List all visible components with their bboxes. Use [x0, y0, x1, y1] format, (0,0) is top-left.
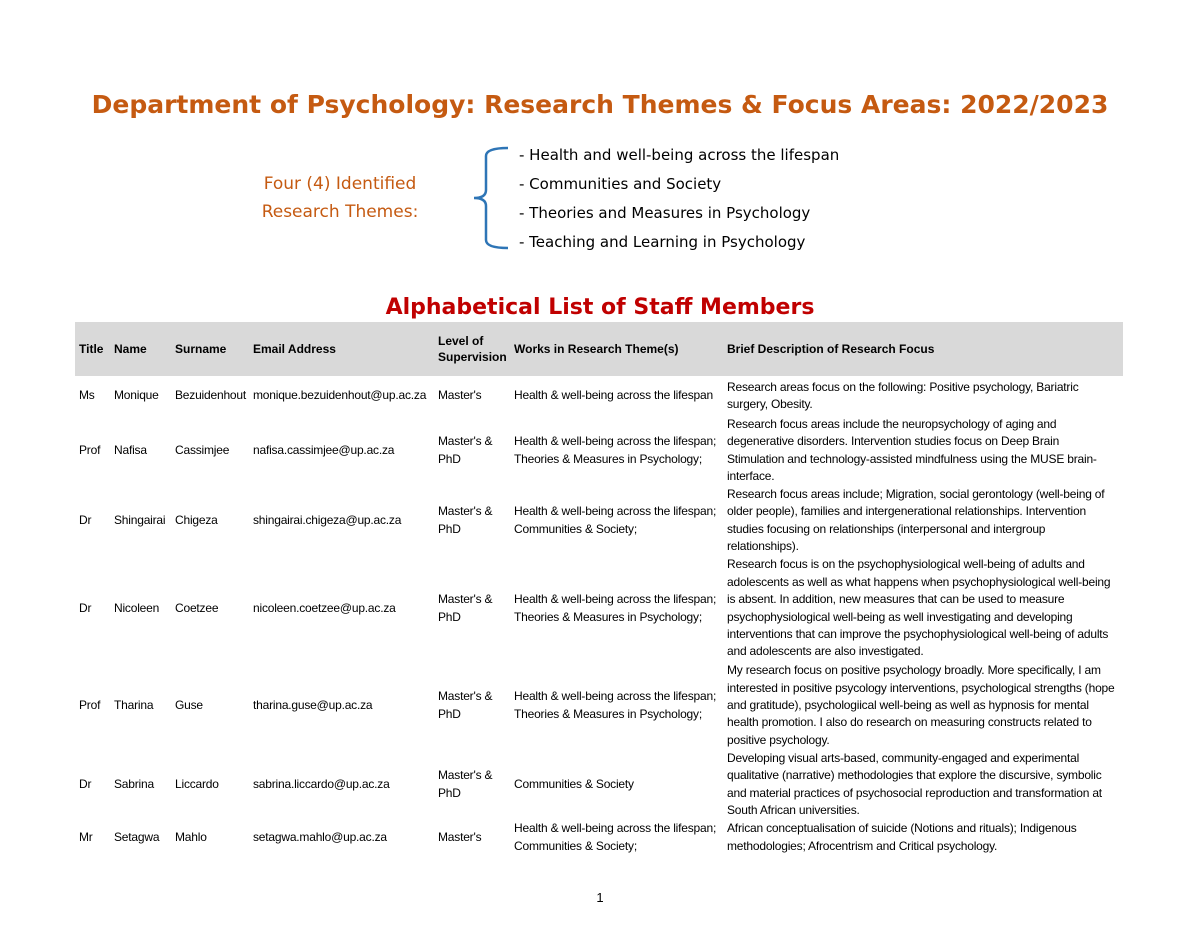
cell-email: sabrina.liccardo@up.ac.za	[253, 776, 390, 791]
cell-name: Nicoleen	[114, 600, 160, 615]
cell-level: Master's & PhD	[438, 592, 493, 624]
cell-description: Research focus areas include; Migration, social gerontology (well-being of older people), families and intergenerational relationships. Intervention studies focusing on relationships (interpersonal and intergroup relationships).	[727, 486, 1105, 554]
cell-themes: Health & well-being across the lifespan	[514, 388, 713, 403]
cell-title: Mr	[79, 829, 93, 844]
cell-surname: Bezuidenhout	[175, 388, 246, 403]
cell-level: Master's & PhD	[438, 504, 493, 536]
cell-title: Dr	[79, 776, 92, 791]
table-row	[75, 662, 1123, 750]
table-row	[75, 486, 1123, 556]
cell-level: Master's	[438, 829, 482, 844]
cell-themes: Health & well-being across the lifespan; Communities & Society;	[514, 821, 717, 853]
cell-name: Shingairai	[114, 512, 166, 527]
cell-email: setagwa.mahlo@up.ac.za	[253, 829, 387, 844]
brace-icon	[470, 146, 510, 250]
table-header-row	[75, 322, 1123, 376]
cell-email: shingairai.chigeza@up.ac.za	[253, 512, 402, 527]
table-row	[75, 750, 1123, 820]
header-title: Title	[75, 322, 110, 376]
cell-surname: Cassimjee	[175, 443, 230, 458]
cell-surname: Mahlo	[175, 829, 207, 844]
cell-themes: Health & well-being across the lifespan; Theories & Measures in Psychology;	[514, 434, 717, 466]
cell-description: Research focus is on the psychophysiological well-being of adults and adolescents as well as what happens when psychophysiological well-being is absent. In addition, new measures that can be used to measure psychophysiological well-being as well investigating and developing interventions that can improve the psychophysiological well-being of adults and adolescents are also investigated.	[727, 557, 1111, 659]
cell-description: My research focus on positive psychology broadly. More specifically, I am interested in positive psycology interventions, psychological strengths (hope and gratitude), psychologiical well-being as well as hypnosis for mental health promotion. I also do research on measuring constructs related to positive psychology.	[727, 663, 1115, 747]
header-surname: Surname	[171, 322, 249, 376]
cell-email: nicoleen.coetzee@up.ac.za	[253, 600, 396, 615]
cell-surname: Liccardo	[175, 776, 219, 791]
cell-surname: Guse	[175, 697, 203, 712]
cell-name: Nafisa	[114, 443, 147, 458]
header-email: Email Address	[249, 322, 434, 376]
cell-themes: Communities & Society	[514, 776, 634, 791]
staff-table	[75, 322, 1123, 856]
cell-name: Monique	[114, 388, 159, 403]
table-row	[75, 556, 1123, 662]
cell-description: Research areas focus on the following: Positive psychology, Bariatric surgery, Obesity.	[727, 379, 1079, 411]
themes-label-line2: Research Themes:	[261, 202, 419, 222]
cell-title: Prof	[79, 697, 101, 712]
themes-list	[519, 142, 839, 258]
header-name: Name	[110, 322, 171, 376]
table-row	[75, 416, 1123, 486]
cell-name: Sabrina	[114, 776, 154, 791]
cell-level: Master's & PhD	[438, 768, 493, 800]
cell-email: monique.bezuidenhout@up.ac.za	[253, 388, 427, 403]
cell-level: Master's	[438, 388, 482, 403]
cell-themes: Health & well-being across the lifespan; Communities & Society;	[514, 504, 717, 536]
cell-title: Prof	[79, 443, 101, 458]
cell-name: Tharina	[114, 697, 154, 712]
cell-surname: Chigeza	[175, 512, 218, 527]
themes-label-line1: Four (4) Identified	[263, 174, 417, 194]
themes-label	[220, 170, 460, 226]
cell-email: tharina.guse@up.ac.za	[253, 697, 373, 712]
staff-list-title: Alphabetical List of Staff Members	[385, 295, 815, 320]
cell-themes: Health & well-being across the lifespan; Theories & Measures in Psychology;	[514, 592, 717, 624]
cell-name: Setagwa	[114, 829, 160, 844]
cell-email: nafisa.cassimjee@up.ac.za	[253, 443, 395, 458]
table-row	[75, 820, 1123, 856]
theme-item: - Communities and Society	[519, 175, 722, 193]
cell-themes: Health & well-being across the lifespan; Theories & Measures in Psychology;	[514, 689, 717, 721]
cell-description: Developing visual arts-based, community-engaged and experimental qualitative (narrative) methodologies that explore the discursive, symbolic and material practices of psychosocial reproduction and transformation at South African universities.	[727, 750, 1102, 818]
cell-title: Ms	[79, 388, 95, 403]
cell-title: Dr	[79, 600, 92, 615]
table-row	[75, 376, 1123, 416]
cell-level: Master's & PhD	[438, 689, 493, 721]
cell-title: Dr	[79, 512, 92, 527]
header-level: Level of Supervision	[434, 322, 510, 376]
cell-surname: Coetzee	[175, 600, 219, 615]
page-number: 1	[596, 890, 604, 905]
theme-item: - Teaching and Learning in Psychology	[519, 233, 806, 251]
cell-level: Master's & PhD	[438, 434, 493, 466]
theme-item: - Health and well-being across the lifespan	[519, 146, 840, 164]
cell-description: African conceptualisation of suicide (Notions and rituals); Indigenous methodologies; Afrocentrism and Critical psychology.	[727, 821, 1077, 853]
page-title: Department of Psychology: Research Themes & Focus Areas: 2022/2023	[91, 90, 1109, 119]
theme-item: - Theories and Measures in Psychology	[519, 204, 811, 222]
header-themes: Works in Research Theme(s)	[510, 322, 723, 376]
header-description: Brief Description of Research Focus	[723, 322, 1123, 376]
cell-description: Research focus areas include the neuropsychology of aging and degenerative disorders. Intervention studies focus on Deep Brain Stimulation and technology-assisted mindfulness using the MUSE brain-interface.	[727, 417, 1097, 484]
